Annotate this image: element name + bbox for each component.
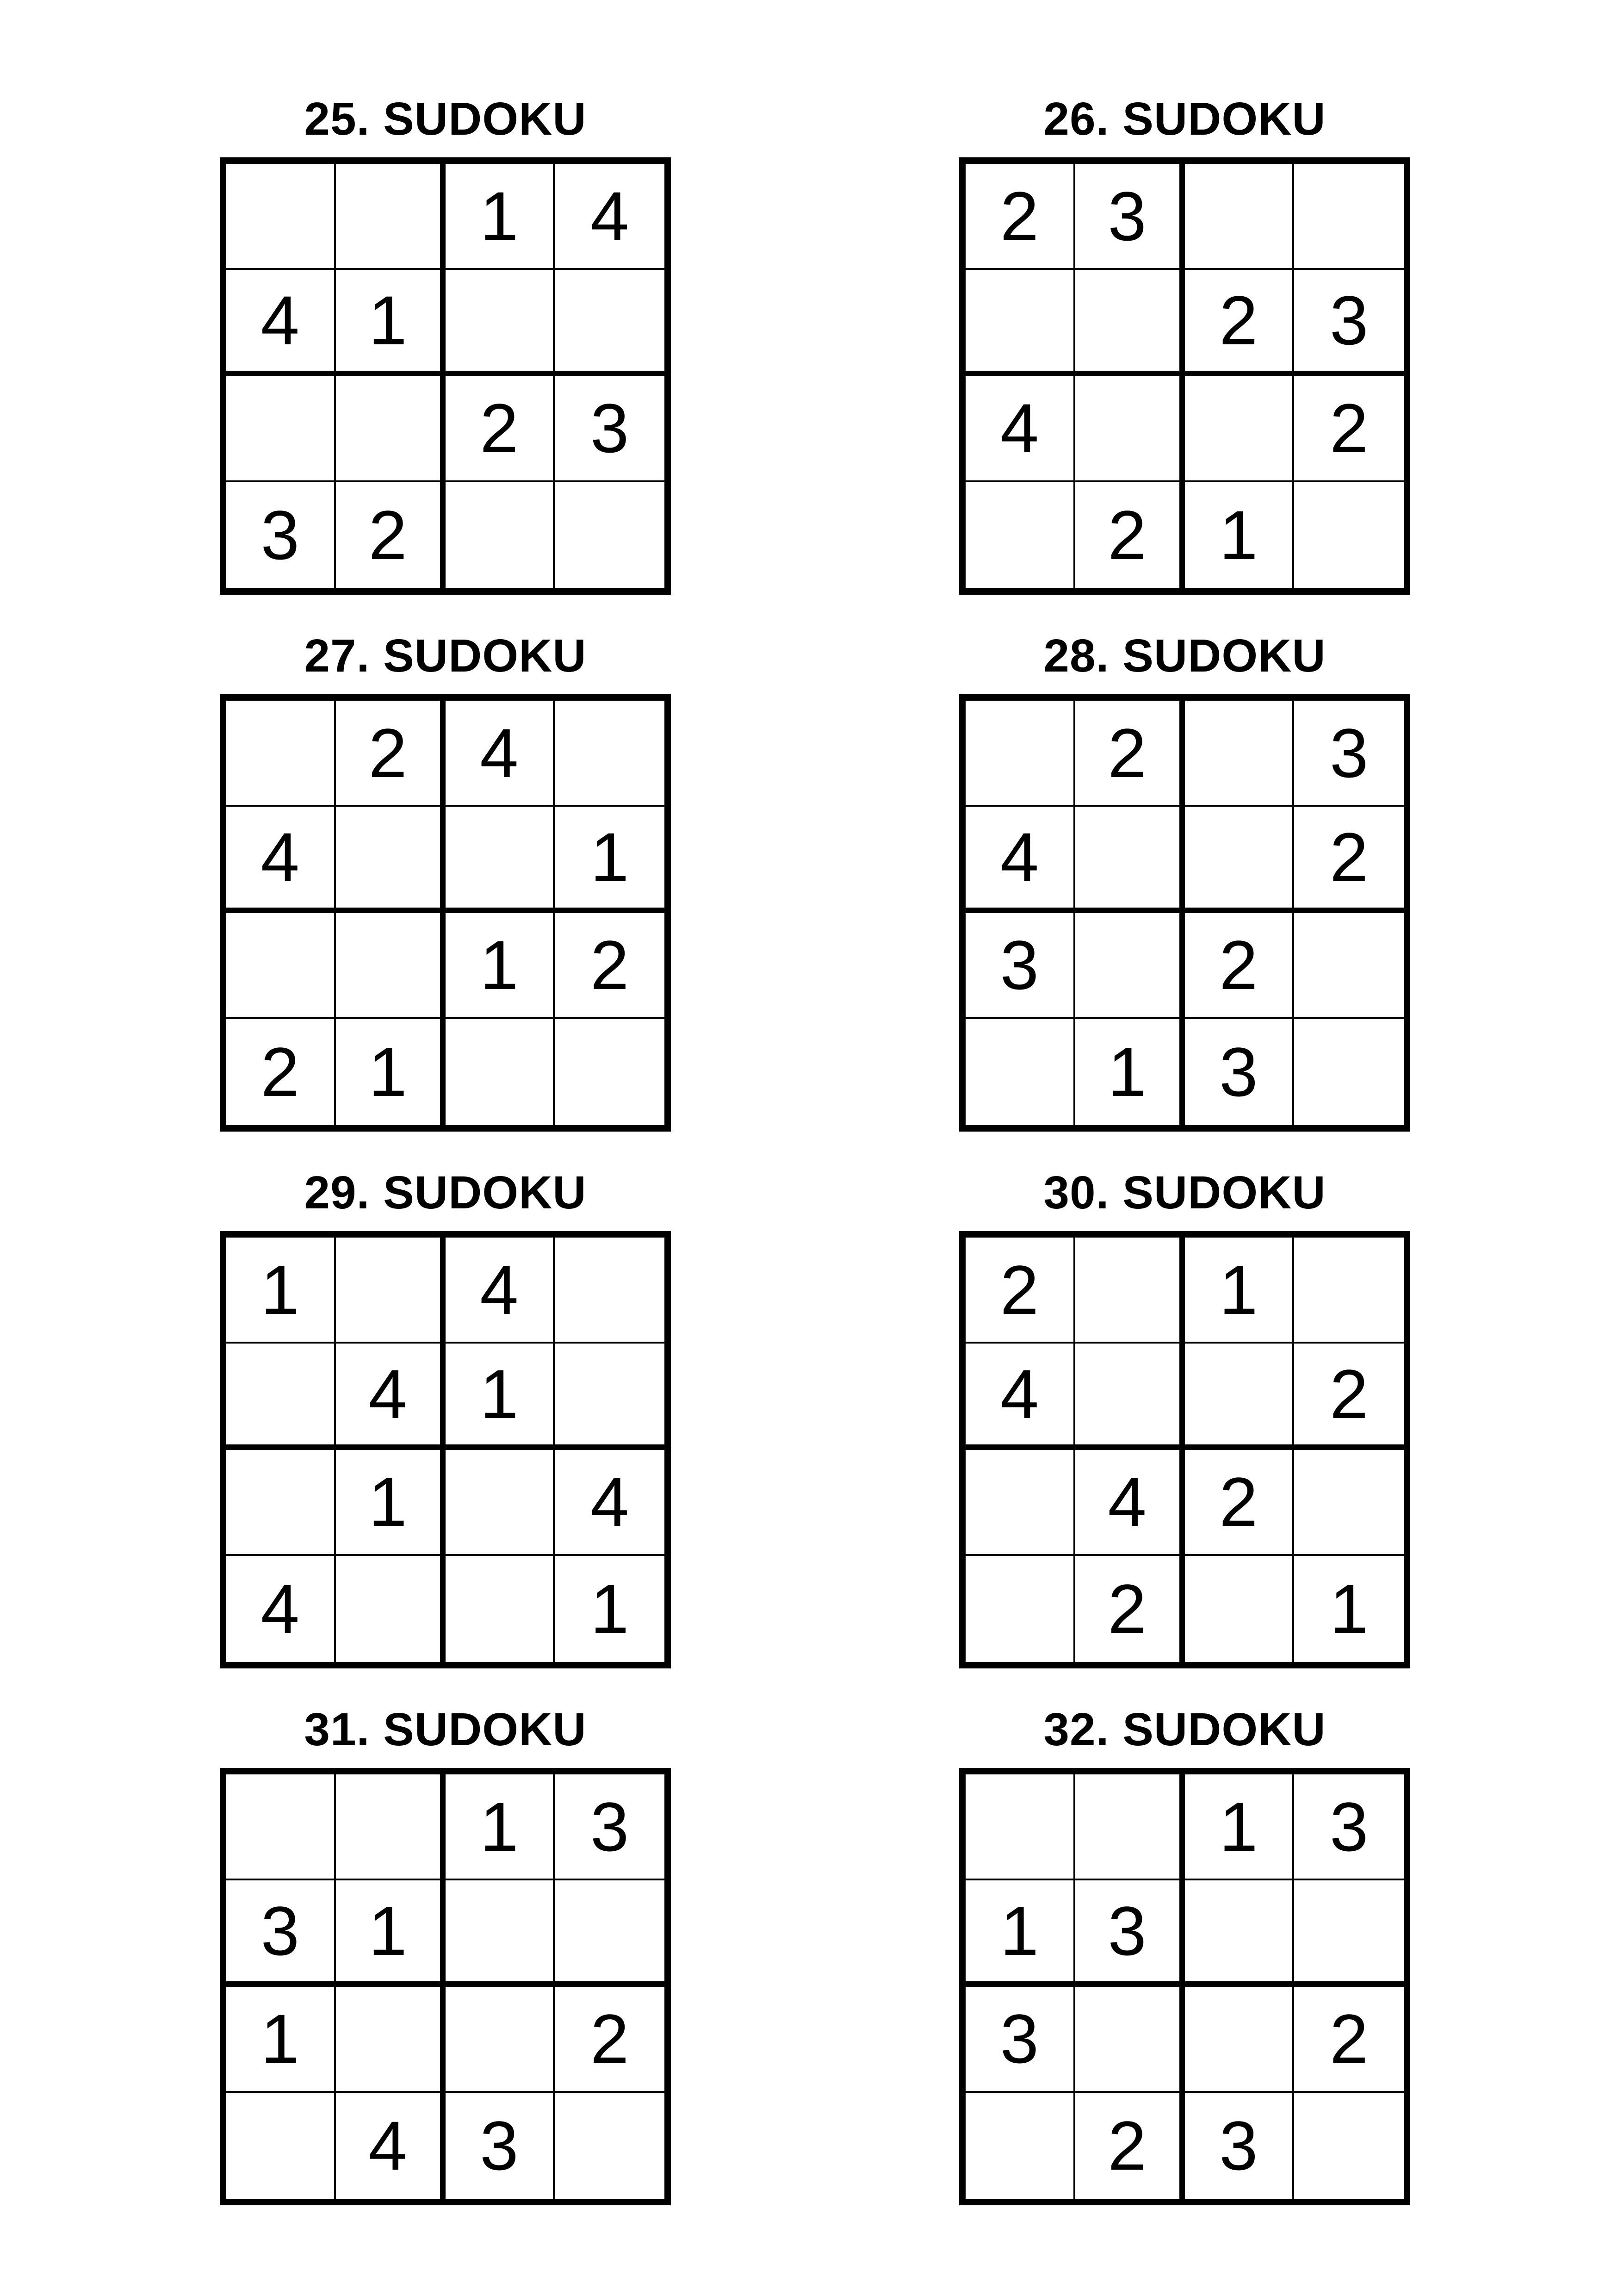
empty-cell[interactable] [226,701,336,807]
given-cell: 2 [1075,1556,1185,1662]
puzzle-title: 25. SUDOKU [304,93,587,145]
sudoku-grid [220,1768,671,2205]
given-cell: 1 [446,164,555,270]
given-cell: 2 [555,1987,664,2093]
given-cell: 4 [555,1450,664,1556]
given-cell: 2 [1294,807,1404,913]
given-cell: 2 [226,1019,336,1125]
given-cell: 4 [966,376,1075,482]
given-cell: 3 [966,1987,1075,2093]
empty-cell[interactable] [1075,1238,1185,1344]
empty-cell[interactable] [1185,1556,1295,1662]
empty-cell[interactable] [555,1880,664,1986]
given-cell: 3 [1294,1774,1404,1880]
empty-cell[interactable] [336,913,446,1019]
empty-cell[interactable] [226,1774,336,1880]
empty-cell[interactable] [336,1774,446,1880]
empty-cell[interactable] [966,270,1075,376]
empty-cell[interactable] [446,1556,555,1662]
empty-cell[interactable] [1185,807,1295,913]
puzzle-title: 32. SUDOKU [1043,1704,1326,1755]
empty-cell[interactable] [226,913,336,1019]
empty-cell[interactable] [966,701,1075,807]
empty-cell[interactable] [1294,2093,1404,2199]
given-cell: 2 [1185,270,1295,376]
empty-cell[interactable] [555,1238,664,1344]
empty-cell[interactable] [555,701,664,807]
sudoku-grid [220,157,671,595]
given-cell: 1 [336,1019,446,1125]
given-cell: 2 [1294,1344,1404,1450]
given-cell: 1 [1075,1019,1185,1125]
given-cell: 1 [446,1774,555,1880]
sudoku-grid [959,157,1410,595]
given-cell: 1 [1185,1774,1295,1880]
puzzle-title: 29. SUDOKU [304,1167,587,1219]
given-cell: 2 [1075,482,1185,588]
given-cell: 3 [446,2093,555,2199]
empty-cell[interactable] [446,482,555,588]
empty-cell[interactable] [1294,1880,1404,1986]
given-cell: 4 [966,1344,1075,1450]
empty-cell[interactable] [966,1450,1075,1556]
given-cell: 2 [1294,376,1404,482]
empty-cell[interactable] [555,270,664,376]
given-cell: 4 [1075,1450,1185,1556]
given-cell: 2 [336,701,446,807]
empty-cell[interactable] [1294,482,1404,588]
given-cell: 1 [966,1880,1075,1986]
given-cell: 1 [446,913,555,1019]
given-cell: 3 [555,1774,664,1880]
given-cell: 1 [590,1570,629,1648]
given-cell: 2 [966,164,1075,270]
given-cell: 1 [226,1238,336,1344]
empty-cell[interactable] [226,1450,336,1556]
empty-cell[interactable] [1294,913,1404,1019]
empty-cell[interactable] [446,807,555,913]
empty-cell[interactable] [336,376,446,482]
empty-cell[interactable] [1294,164,1404,270]
sudoku-grid [220,1231,671,1668]
empty-cell[interactable] [555,482,664,588]
empty-cell[interactable] [1185,164,1295,270]
given-cell: 2 [1185,1450,1295,1556]
given-cell: 4 [336,1344,446,1450]
empty-cell[interactable] [446,1987,555,2093]
given-cell: 4 [226,807,336,913]
given-cell: 2 [555,913,664,1019]
empty-cell[interactable] [446,1450,555,1556]
given-cell: 1 [336,1450,446,1556]
empty-cell[interactable] [966,482,1075,588]
empty-cell[interactable] [1294,1019,1404,1125]
given-cell: 3 [226,482,336,588]
empty-cell[interactable] [226,164,336,270]
empty-cell[interactable] [1075,1774,1185,1880]
empty-cell[interactable] [336,807,446,913]
empty-cell[interactable] [226,1344,336,1450]
given-cell: 3 [555,376,664,482]
given-cell: 3 [1075,1880,1185,1986]
given-cell: 2 [1294,1987,1404,2093]
given-cell: 1 [336,1880,446,1986]
given-cell: 3 [1185,1019,1295,1125]
empty-cell[interactable] [446,1880,555,1986]
puzzle-title: 26. SUDOKU [1043,93,1326,145]
given-cell: 1 [336,270,446,376]
puzzle-title: 30. SUDOKU [1043,1167,1326,1219]
empty-cell[interactable] [966,1019,1075,1125]
empty-cell[interactable] [1185,1987,1295,2093]
puzzle-title: 31. SUDOKU [304,1704,587,1755]
given-cell: 1 [446,1344,555,1450]
given-cell: 3 [1294,270,1404,376]
given-cell: 2 [446,376,555,482]
sudoku-grid [959,1768,1410,2205]
empty-cell[interactable] [555,1019,664,1125]
given-cell: 1 [555,807,664,913]
empty-cell[interactable] [1075,1344,1185,1450]
empty-cell[interactable] [226,376,336,482]
given-cell: 4 [446,1238,555,1344]
given-cell: 4 [226,1556,336,1662]
given-cell: 1 [1185,482,1295,588]
empty-cell[interactable] [1294,1450,1404,1556]
sudoku-grid [220,694,671,1132]
empty-cell[interactable] [1075,913,1185,1019]
given-cell: 2 [336,482,446,588]
given-cell: 2 [1075,2093,1185,2199]
given-cell: 4 [336,2093,446,2199]
empty-cell[interactable] [555,1344,664,1450]
empty-cell[interactable] [966,1556,1075,1662]
given-cell: 3 [1075,164,1185,270]
given-cell: 4 [966,807,1075,913]
empty-cell[interactable] [1075,807,1185,913]
given-cell: 2 [1075,701,1185,807]
empty-cell[interactable] [336,164,446,270]
puzzle-title: 27. SUDOKU [304,630,587,682]
empty-cell[interactable] [966,2093,1075,2199]
empty-cell[interactable] [1294,1238,1404,1344]
given-cell: 1 [1329,1570,1369,1648]
sudoku-grid [959,1231,1410,1668]
empty-cell[interactable] [555,2093,664,2199]
given-cell: 3 [226,1880,336,1986]
given-cell: 4 [226,270,336,376]
given-cell: 4 [446,701,555,807]
empty-cell[interactable] [1185,701,1295,807]
empty-cell[interactable] [1185,376,1295,482]
empty-cell[interactable] [446,270,555,376]
empty-cell[interactable] [1075,270,1185,376]
empty-cell[interactable] [336,1556,446,1662]
given-cell: 1 [226,1987,336,2093]
empty-cell[interactable] [336,1987,446,2093]
puzzle-title: 28. SUDOKU [1043,630,1326,682]
given-cell: 2 [966,1238,1075,1344]
given-cell: 4 [555,164,664,270]
empty-cell[interactable] [226,2093,336,2199]
empty-cell[interactable] [336,1238,446,1344]
empty-cell[interactable] [1185,1880,1295,1986]
given-cell: 3 [966,913,1075,1019]
sudoku-grid [959,694,1410,1132]
given-cell: 2 [1185,913,1295,1019]
empty-cell[interactable] [966,1774,1075,1880]
empty-cell[interactable] [446,1019,555,1125]
empty-cell[interactable] [1075,376,1185,482]
given-cell: 3 [1185,2093,1295,2199]
given-cell: 1 [1185,1238,1295,1344]
empty-cell[interactable] [1075,1987,1185,2093]
empty-cell[interactable] [1185,1344,1295,1450]
given-cell: 3 [1294,701,1404,807]
